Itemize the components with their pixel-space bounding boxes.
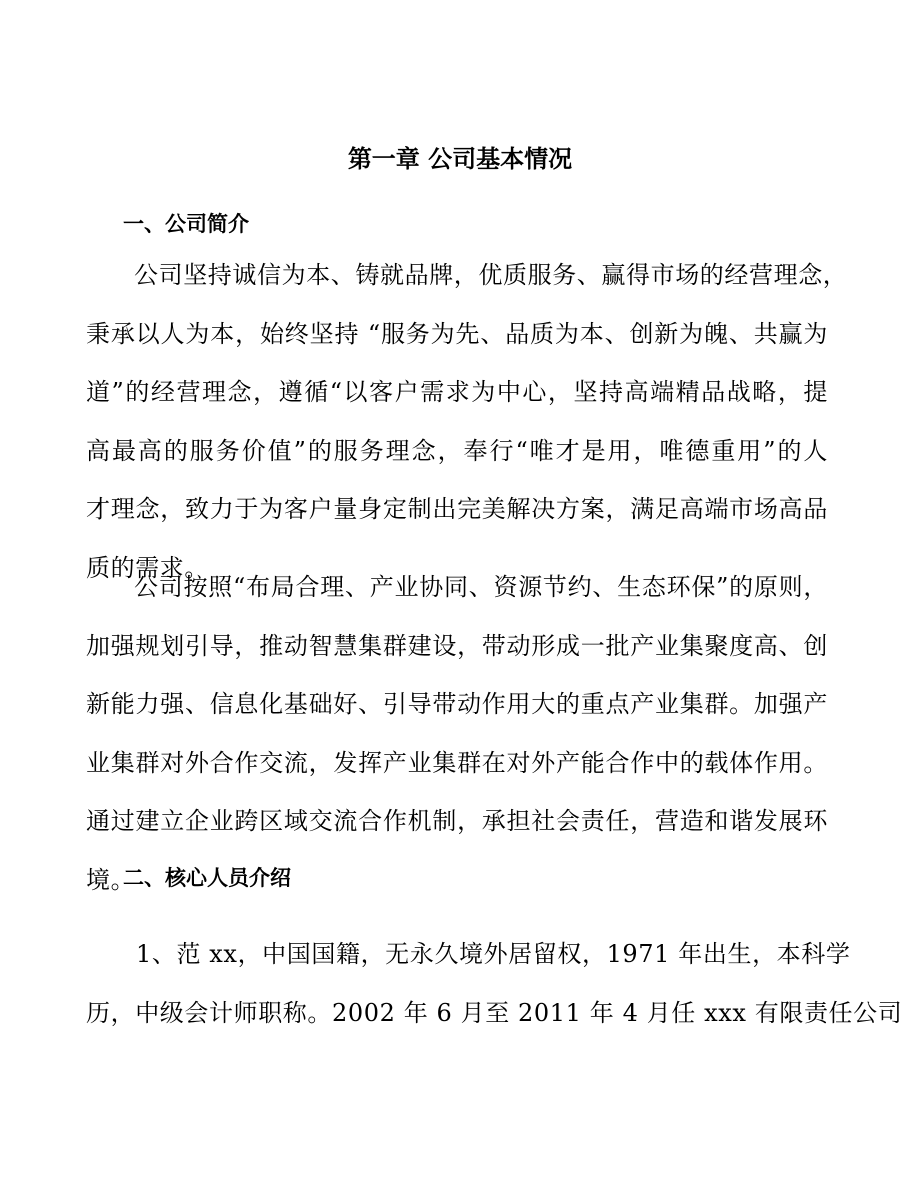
paragraph-line: 1、范 xx，中国国籍，无永久境外居留权，1971 年出生，本科学 [136, 940, 851, 968]
paragraph-line: 质的需求。 [86, 553, 209, 582]
paragraph-line: 历，中级会计师职称。2002 年 6 月至 2011 年 4 月任 xxx 有限责任公司 [86, 998, 903, 1027]
section-heading-company-profile: 一、公司简介 [123, 212, 249, 236]
paragraph-line: 加强规划引导，推动智慧集群建设，带动形成一批产业集聚度高、创 [86, 631, 828, 660]
paragraph-personnel-1 [86, 925, 903, 1042]
section-heading-core-personnel: 二、核心人员介绍 [123, 866, 291, 890]
chapter-title: 第一章 公司基本情况 [347, 145, 573, 173]
paragraph-line: 公司坚持诚信为本、铸就品牌，优质服务、赢得市场的经营理念， [134, 261, 848, 289]
paragraph-company-philosophy [86, 246, 848, 597]
paragraph-line: 业集群对外合作交流，发挥产业集群在对外产能合作中的载体作用。 [86, 748, 828, 777]
paragraph-line: 高最高的服务价值”的服务理念，奉行“唯才是用，唯德重用”的人 [86, 436, 828, 465]
paragraph-line: 公司按照“布局合理、产业协同、资源节约、生态环保”的原则， [134, 573, 828, 601]
paragraph-line: 境。 [86, 865, 136, 894]
paragraph-line: 才理念，致力于为客户量身定制出完美解决方案，满足高端市场高品 [86, 495, 828, 523]
paragraph-line: 通过建立企业跨区域交流合作机制，承担社会责任，营造和谐发展环 [86, 807, 828, 835]
paragraph-industry-cluster [86, 558, 828, 909]
paragraph-line: 秉承以人为本，始终坚持 “服务为先、品质为本、创新为魄、共赢为 [86, 319, 828, 348]
paragraph-line: 新能力强、信息化基础好、引导带动作用大的重点产业集群。加强产 [86, 690, 828, 718]
paragraph-line: 道”的经营理念，遵循“以客户需求为中心，坚持高端精品战略，提 [86, 378, 828, 406]
